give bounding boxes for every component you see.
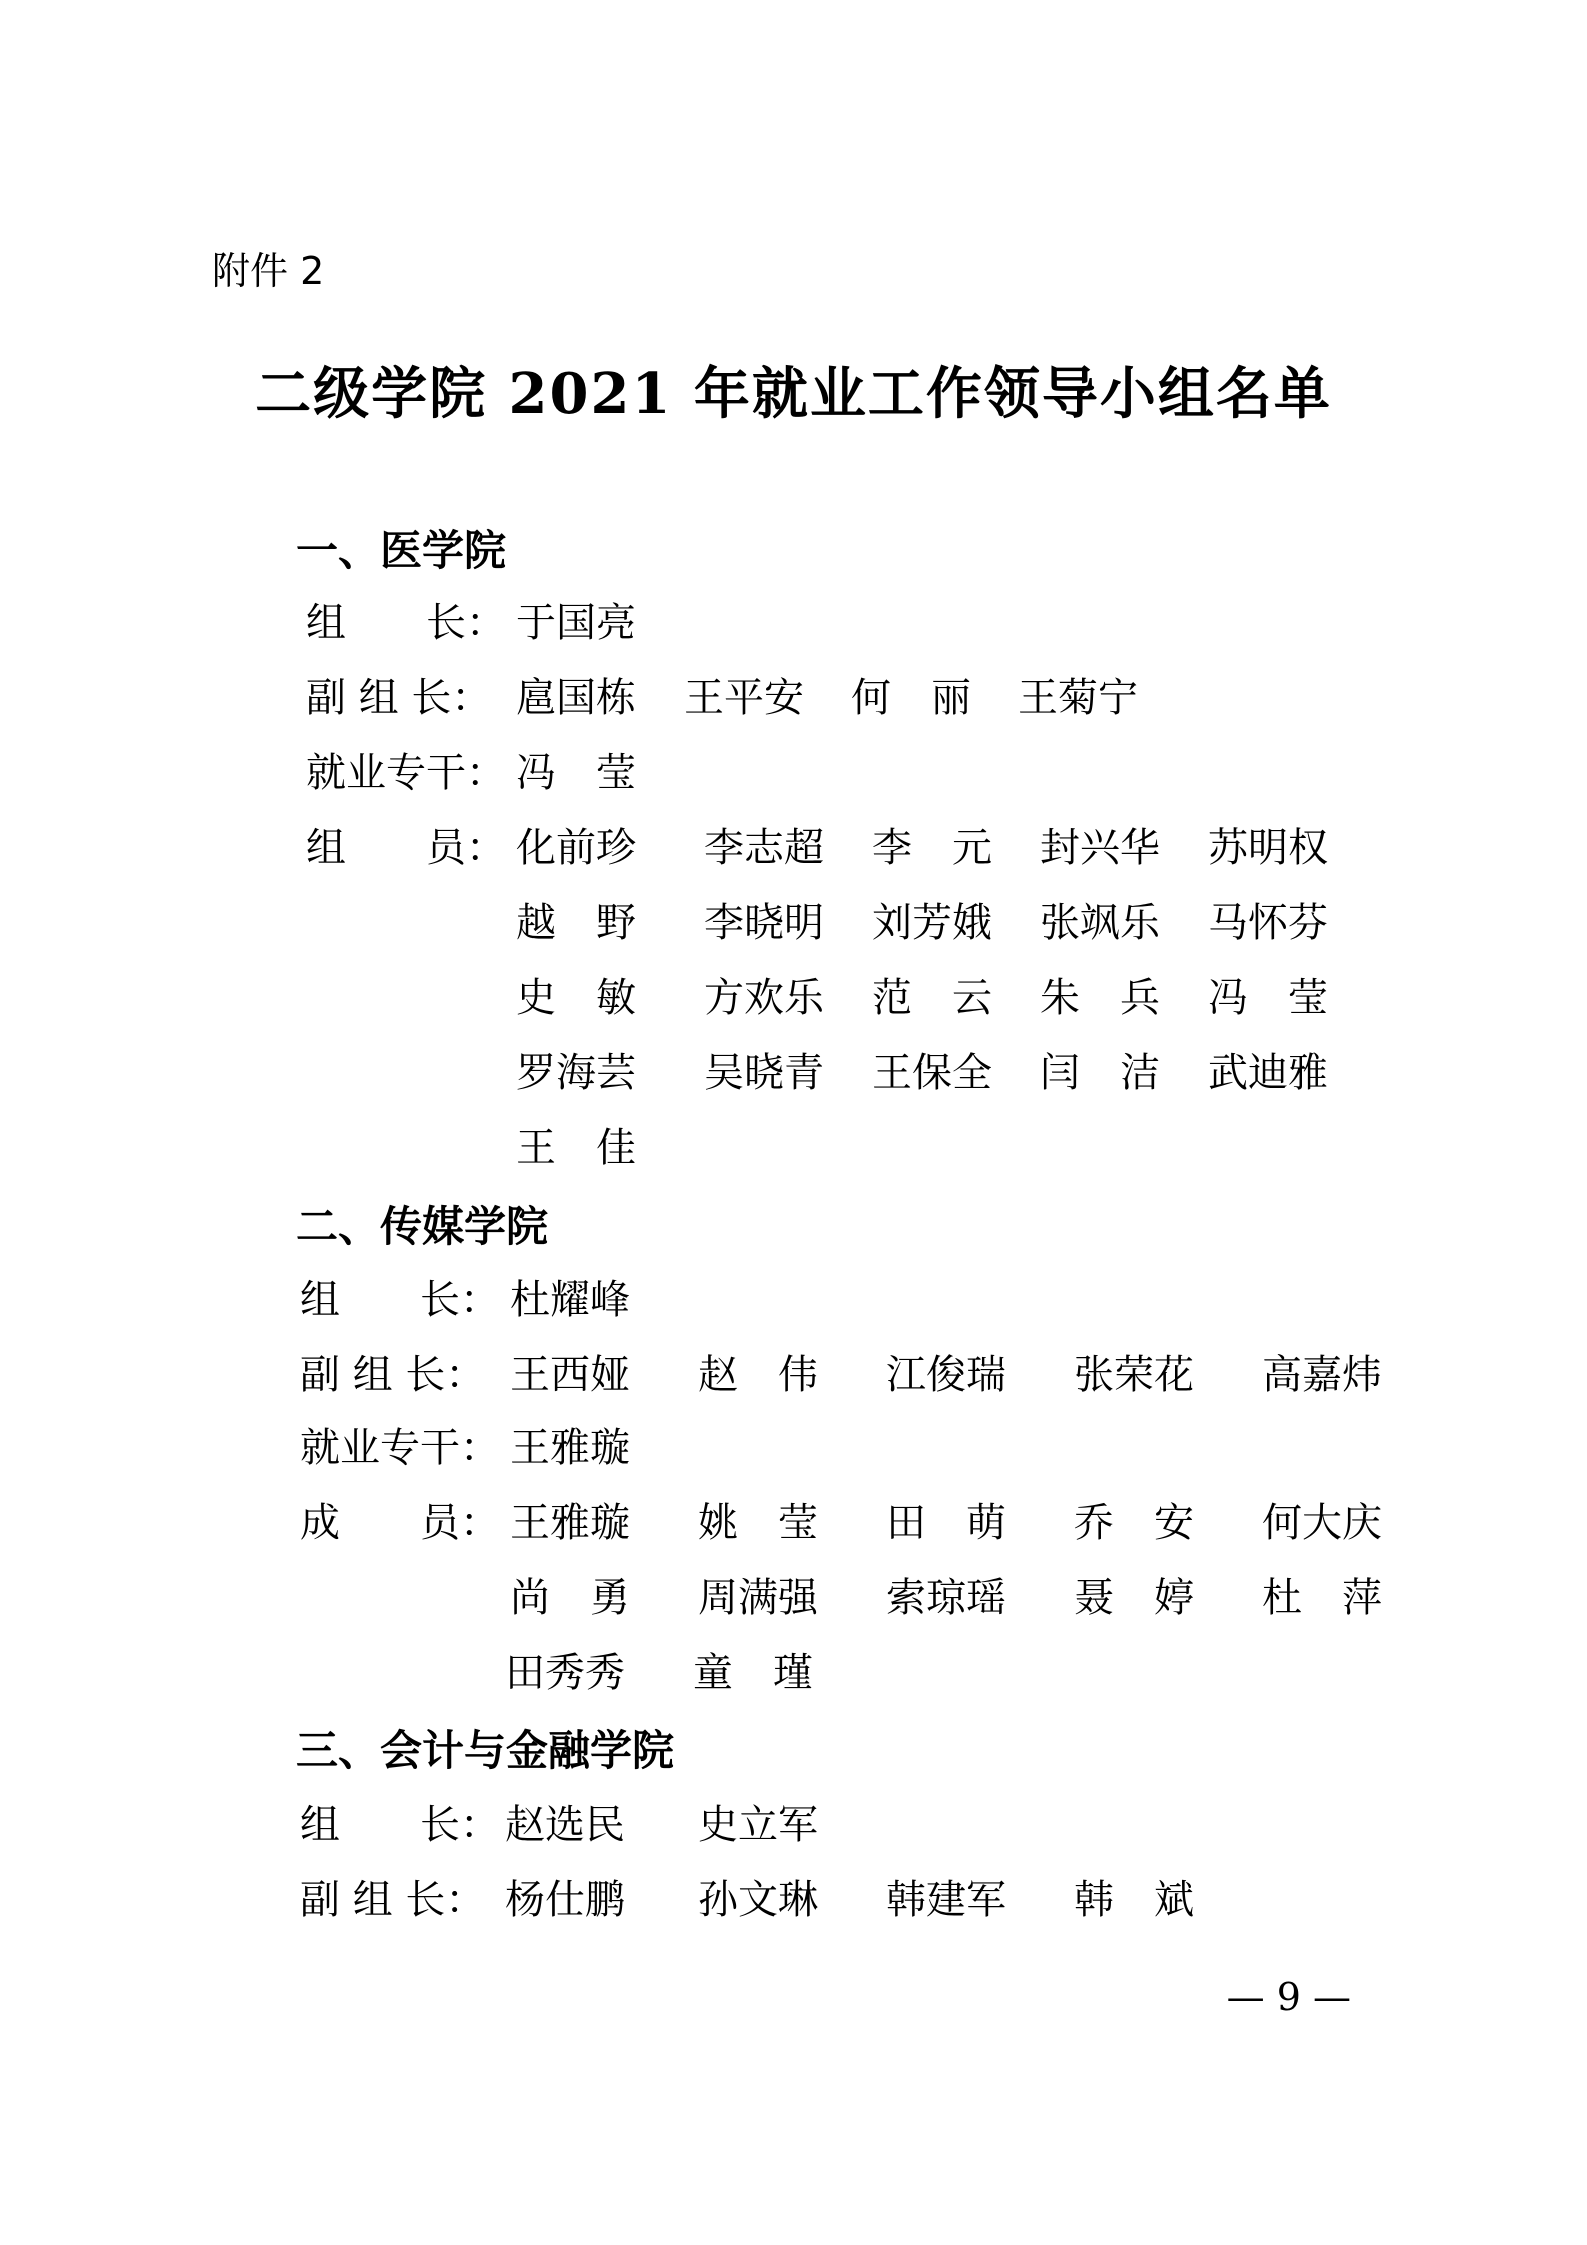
member-name: 闫 洁: [1040, 1050, 1160, 1096]
member-name: 化前珍: [516, 825, 636, 871]
member-name: 于国亮: [516, 600, 636, 646]
row-label: 组 长：: [300, 1277, 500, 1323]
row-label: 副 组 长：: [300, 1352, 486, 1398]
member-name: 孙文琳: [698, 1877, 818, 1923]
member-name: 杜 萍: [1262, 1575, 1382, 1621]
member-name: 李晓明: [704, 900, 824, 946]
member-name: 史 敏: [516, 975, 636, 1021]
member-name: 封兴华: [1040, 825, 1160, 871]
member-name: 冯 莹: [1208, 975, 1328, 1021]
row-members: [300, 1570, 1400, 1626]
member-name: 童 瑾: [693, 1650, 813, 1696]
member-name: 李 元: [872, 825, 992, 871]
page-number-text: — 9 —: [1226, 1975, 1351, 2019]
member-name: 王平安: [684, 675, 804, 721]
row-label: 就业专干：: [300, 1425, 500, 1471]
row-deputy: [306, 670, 1406, 726]
row-label: 副 组 长：: [306, 675, 492, 721]
row-label: 组 员：: [306, 825, 506, 871]
member-name: 刘芳娥: [872, 900, 992, 946]
member-name: 吴晓青: [704, 1050, 824, 1096]
row-members: [306, 1045, 1406, 1101]
member-name: 苏明权: [1208, 825, 1328, 871]
row-deputy: [300, 1347, 1400, 1403]
row-leader: [300, 1272, 1400, 1328]
member-name: 扈国栋: [516, 675, 636, 721]
member-name: 范 云: [872, 975, 992, 1021]
member-name: 方欢乐: [704, 975, 824, 1021]
member-name: 张飒乐: [1040, 900, 1160, 946]
section-heading-media: 二、传媒学院: [296, 1202, 549, 1251]
member-name: 何大庆: [1262, 1500, 1382, 1546]
member-name: 杜耀峰: [510, 1277, 630, 1323]
row-deputy: [300, 1872, 1400, 1928]
member-name: 聂 婷: [1074, 1575, 1194, 1621]
member-name: 王西娅: [510, 1352, 630, 1398]
member-name: 张荣花: [1074, 1352, 1194, 1398]
row-label: 成 员：: [300, 1500, 500, 1546]
member-name: 王菊宁: [1018, 675, 1138, 721]
member-name: 马怀芬: [1208, 900, 1328, 946]
row-members: [300, 1645, 1400, 1701]
row-staff: [300, 1420, 1400, 1476]
member-name: 武迪雅: [1208, 1050, 1328, 1096]
member-name: 乔 安: [1074, 1500, 1194, 1546]
member-name: 索琼瑶: [886, 1575, 1006, 1621]
member-name: 史立军: [698, 1802, 818, 1848]
attachment-label: 附件 2: [212, 249, 325, 293]
member-name: 赵 伟: [698, 1352, 818, 1398]
row-leader: [300, 1797, 1400, 1853]
document-title: 二级学院 2021 年就业工作领导小组名单: [255, 361, 1332, 427]
section-heading-accounting: 三、会计与金融学院: [296, 1726, 675, 1775]
row-label: 组 长：: [306, 600, 506, 646]
member-name: 冯 莹: [516, 750, 636, 796]
member-name: 杨仕鹏: [505, 1877, 625, 1923]
row-members: [300, 1495, 1400, 1551]
member-name: 王保全: [872, 1050, 992, 1096]
section-heading-medical: 一、医学院: [296, 526, 507, 575]
row-members: [306, 970, 1406, 1026]
member-name: 高嘉炜: [1262, 1352, 1382, 1398]
member-name: 王雅璇: [510, 1500, 630, 1546]
row-members: [306, 1120, 1406, 1176]
row-label: 组 长：: [300, 1802, 500, 1848]
member-name: 越 野: [516, 900, 636, 946]
member-name: 王雅璇: [510, 1425, 630, 1471]
member-name: 王 佳: [516, 1125, 636, 1171]
member-name: 田秀秀: [505, 1650, 625, 1696]
member-name: 尚 勇: [510, 1575, 630, 1621]
row-leader: [306, 595, 1406, 651]
member-name: 姚 莹: [698, 1500, 818, 1546]
member-name: 李志超: [704, 825, 824, 871]
member-name: 韩建军: [886, 1877, 1006, 1923]
member-name: 朱 兵: [1040, 975, 1160, 1021]
member-name: 田 萌: [886, 1500, 1006, 1546]
row-members: [306, 895, 1406, 951]
row-members: [306, 820, 1406, 876]
row-label: 就业专干：: [306, 750, 506, 796]
member-name: 赵选民: [505, 1802, 625, 1848]
member-name: 江俊瑞: [886, 1352, 1006, 1398]
member-name: 罗海芸: [516, 1050, 636, 1096]
member-name: 韩 斌: [1074, 1877, 1194, 1923]
member-name: 周满强: [698, 1575, 818, 1621]
page-number: [0, 1975, 1587, 2019]
member-name: 何 丽: [851, 675, 971, 721]
row-staff: [306, 745, 1406, 801]
row-label: 副 组 长：: [300, 1877, 486, 1923]
